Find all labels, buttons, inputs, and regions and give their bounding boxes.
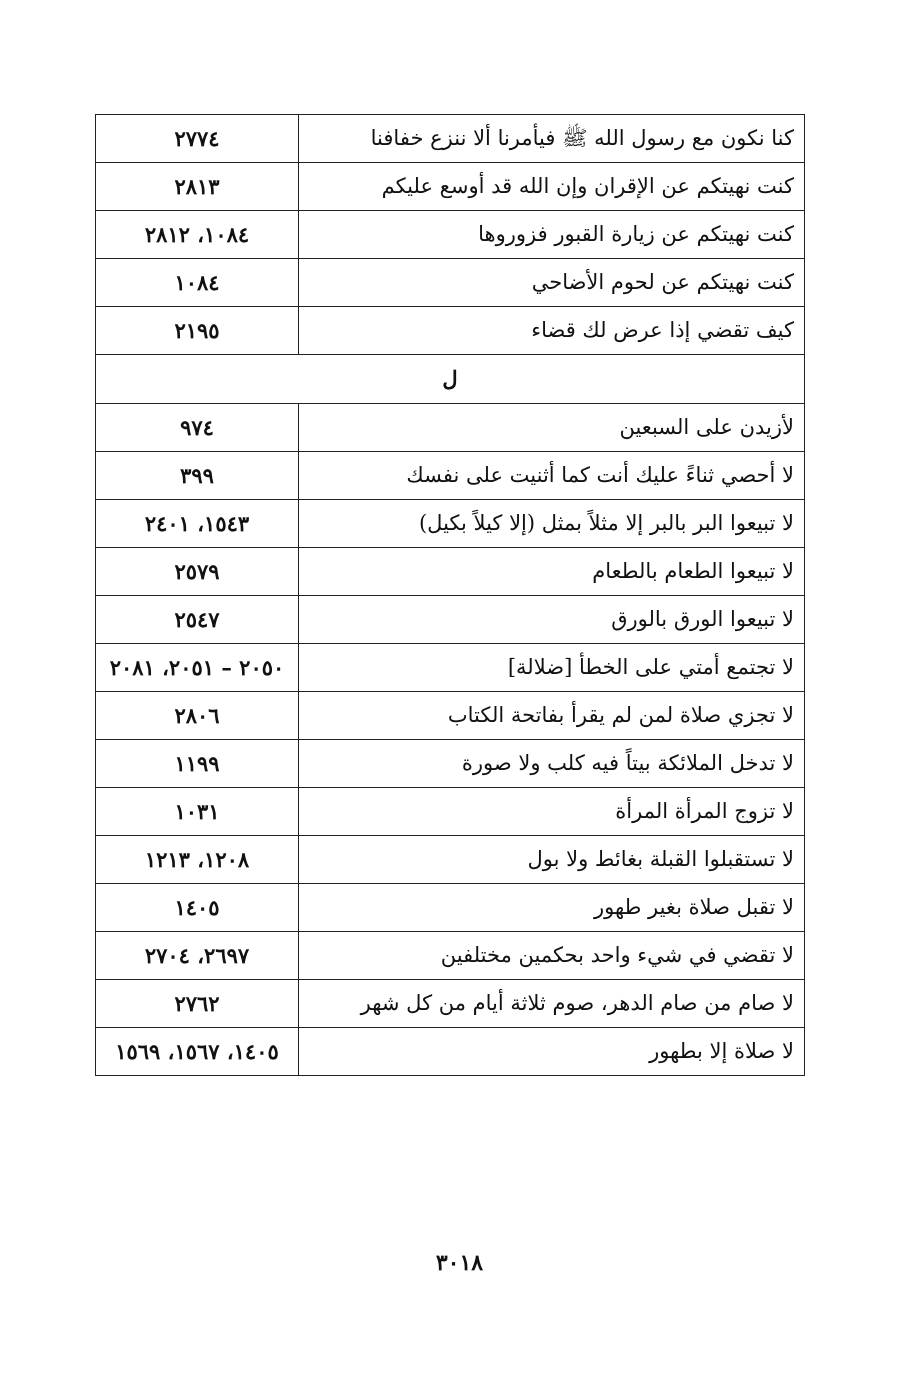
hadith-phrase: لا صلاة إلا بطهور (299, 1028, 805, 1076)
index-row (96, 452, 805, 500)
hadith-reference-numbers: ١٠٨٤، ٢٨١٢ (96, 211, 299, 259)
hadith-phrase: كيف تقضي إذا عرض لك قضاء (299, 307, 805, 355)
hadith-reference-numbers: ١١٩٩ (96, 740, 299, 788)
index-row (96, 548, 805, 596)
hadith-phrase: كنت نهيتكم عن زيارة القبور فزوروها (299, 211, 805, 259)
index-row (96, 211, 805, 259)
hadith-phrase: لا تقبل صلاة بغير طهور (299, 884, 805, 932)
hadith-reference-numbers: ١٤٠٥ (96, 884, 299, 932)
hadith-reference-numbers: ٢٧٧٤ (96, 115, 299, 163)
hadith-phrase: لا تزوج المرأة المرأة (299, 788, 805, 836)
hadith-phrase: لا تجزي صلاة لمن لم يقرأ بفاتحة الكتاب (299, 692, 805, 740)
hadith-reference-numbers: ٢٥٤٧ (96, 596, 299, 644)
page-number: ٣٠١٨ (435, 1250, 484, 1276)
hadith-reference-numbers: ٢٨٠٦ (96, 692, 299, 740)
index-row (96, 115, 805, 163)
hadith-phrase: لا تدخل الملائكة بيتاً فيه كلب ولا صورة (299, 740, 805, 788)
hadith-phrase: كنت نهيتكم عن الإقران وإن الله قد أوسع عليكم (299, 163, 805, 211)
index-row (96, 980, 805, 1028)
hadith-reference-numbers: ٢٦٩٧، ٢٧٠٤ (96, 932, 299, 980)
index-row (96, 788, 805, 836)
hadith-reference-numbers: ٣٩٩ (96, 452, 299, 500)
index-row (96, 404, 805, 452)
hadith-index-table (95, 114, 805, 1076)
hadith-phrase: لا تقضي في شيء واحد بحكمين مختلفين (299, 932, 805, 980)
index-row (96, 500, 805, 548)
section-letter-heading: ل (96, 355, 805, 404)
index-row (96, 692, 805, 740)
hadith-reference-numbers: ٢١٩٥ (96, 307, 299, 355)
hadith-phrase: لا تبيعوا الطعام بالطعام (299, 548, 805, 596)
hadith-reference-numbers: ١٤٠٥، ١٥٦٧، ١٥٦٩ (96, 1028, 299, 1076)
hadith-reference-numbers: ٢٧٦٢ (96, 980, 299, 1028)
index-row (96, 740, 805, 788)
hadith-reference-numbers: ٢٠٥٠ – ٢٠٥١، ٢٠٨١ (96, 644, 299, 692)
hadith-reference-numbers: ٢٥٧٩ (96, 548, 299, 596)
hadith-phrase: لا تبيعوا البر بالبر إلا مثلاً بمثل (إلا كيلاً بكيل) (299, 500, 805, 548)
index-row (96, 259, 805, 307)
index-row (96, 644, 805, 692)
index-row (96, 836, 805, 884)
index-row (96, 1028, 805, 1076)
index-row (96, 884, 805, 932)
index-row (96, 932, 805, 980)
index-section-kaf (96, 115, 805, 355)
hadith-reference-numbers: ١٢٠٨، ١٢١٣ (96, 836, 299, 884)
index-row (96, 307, 805, 355)
hadith-phrase: لا تبيعوا الورق بالورق (299, 596, 805, 644)
hadith-phrase: كنا نكون مع رسول الله ﷺ فيأمرنا ألا ننزع خفافنا (299, 115, 805, 163)
hadith-reference-numbers: ١٠٨٤ (96, 259, 299, 307)
hadith-reference-numbers: ٢٨١٣ (96, 163, 299, 211)
hadith-phrase: لا أحصي ثناءً عليك أنت كما أثنيت على نفسك (299, 452, 805, 500)
index-section-header (96, 355, 805, 404)
hadith-reference-numbers: ١٥٤٣، ٢٤٠١ (96, 500, 299, 548)
hadith-phrase: لا تجتمع أمتي على الخطأ [ضلالة] (299, 644, 805, 692)
hadith-phrase: لأزيدن على السبعين (299, 404, 805, 452)
hadith-phrase: لا صام من صام الدهر، صوم ثلاثة أيام من كل شهر (299, 980, 805, 1028)
hadith-reference-numbers: ٩٧٤ (96, 404, 299, 452)
hadith-reference-numbers: ١٠٣١ (96, 788, 299, 836)
hadith-phrase: كنت نهيتكم عن لحوم الأضاحي (299, 259, 805, 307)
index-row (96, 596, 805, 644)
index-section-lam (96, 404, 805, 1076)
hadith-phrase: لا تستقبلوا القبلة بغائط ولا بول (299, 836, 805, 884)
index-row (96, 163, 805, 211)
